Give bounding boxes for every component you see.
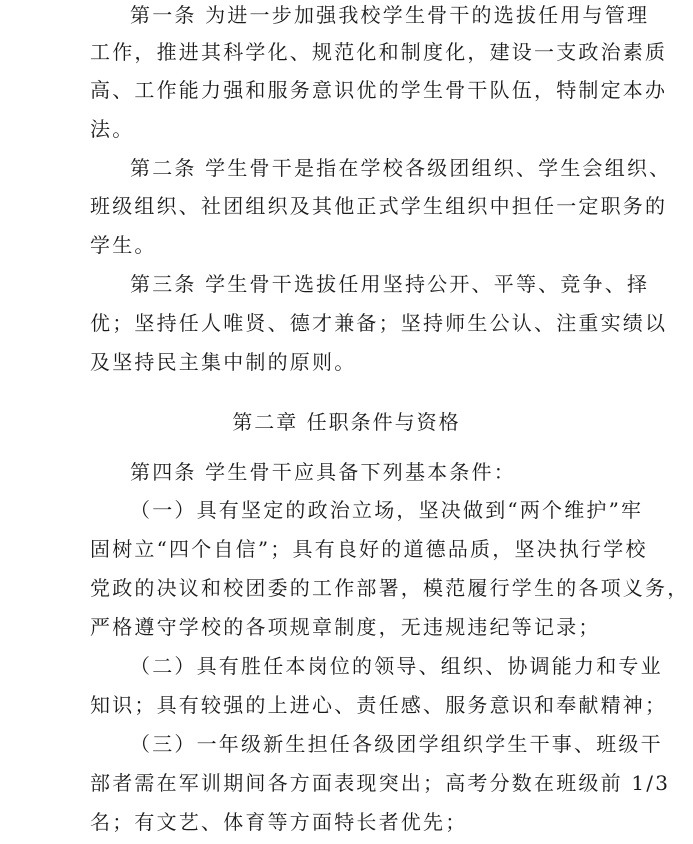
item-2-line-1: （二）具有胜任本岗位的领导、组织、协调能力和专业 — [130, 654, 663, 678]
article-3-line-1: 第三条 学生骨干选拔任用坚持公开、平等、竞争、择 — [130, 272, 650, 296]
article-1-line-2: 工作，推进其科学化、规范化和制度化，建设一支政治素质 — [90, 40, 668, 64]
item-1-line-2: 固树立“四个自信”；具有良好的道德品质，坚决执行学校 — [90, 537, 648, 561]
article-1-line-3: 高、工作能力强和服务意识优的学生骨干队伍，特制定本办 — [90, 78, 668, 102]
article-2-line-2: 班级组织、社团组织及其他正式学生组织中担任一定职务的 — [90, 194, 668, 218]
article-2-line-1: 第二条 学生骨干是指在学校各级团组织、学生会组织、 — [130, 156, 672, 180]
item-1-line-4: 严格遵守学校的各项规章制度，无违规违纪等记录； — [90, 615, 601, 639]
item-3-line-3: 名；有文艺、体育等方面特长者优先； — [90, 810, 468, 834]
item-3-line-2: 部者需在军训期间各方面表现突出；高考分数在班级前 1/3 — [90, 771, 671, 795]
chapter-heading: 第二章 任职条件与资格 — [232, 410, 461, 434]
item-2-line-2: 知识；具有较强的上进心、责任感、服务意识和奉献精神； — [90, 693, 668, 717]
article-1-line-1: 第一条 为进一步加强我校学生骨干的选拔任用与管理 — [130, 3, 650, 27]
item-3-line-1: （三）一年级新生担任各级团学组织学生干事、班级干 — [130, 732, 663, 756]
article-1-line-4: 法。 — [90, 117, 135, 141]
article-2-line-3: 学生。 — [90, 233, 157, 257]
article-4-line-1: 第四条 学生骨干应具备下列基本条件： — [130, 460, 516, 484]
item-1-line-3: 党政的决议和校团委的工作部署，模范履行学生的各项义务， — [90, 576, 690, 600]
article-3-line-3: 及坚持民主集中制的原则。 — [90, 350, 357, 374]
item-1-line-1: （一）具有坚定的政治立场，坚决做到“两个维护”牢 — [130, 498, 644, 522]
article-3-line-2: 优；坚持任人唯贤、德才兼备；坚持师生公认、注重实绩以 — [90, 311, 668, 335]
